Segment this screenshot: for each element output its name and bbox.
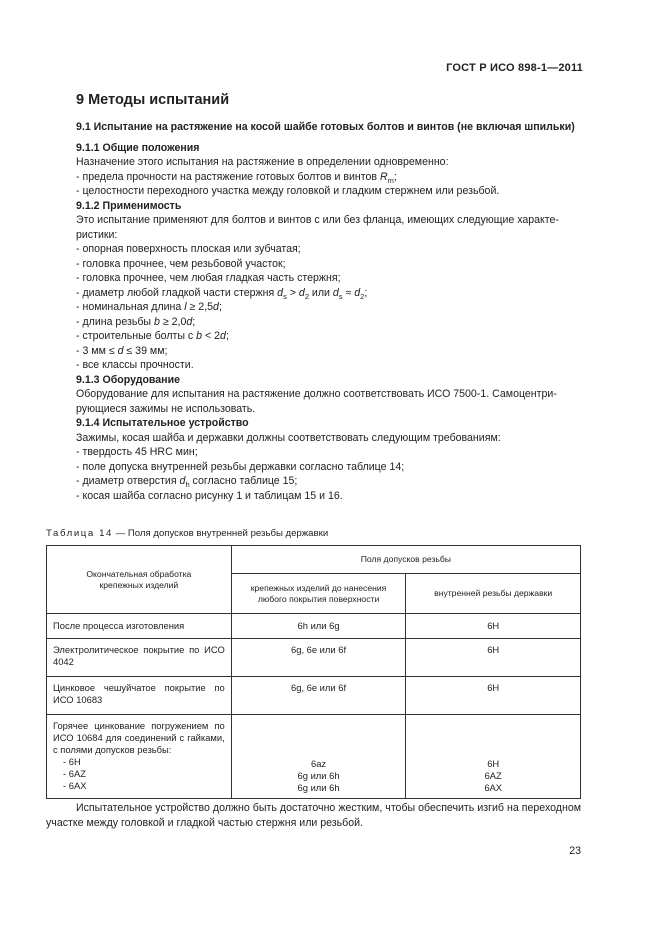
list-item: - диаметр любой гладкой части стержня $d_s > d_2$ или $d_s \approx d_2$;	[76, 286, 368, 301]
list-item: - поле допуска внутренней резьбы державки согласно таблице 14;	[76, 460, 405, 473]
standard-header: ГОСТ Р ИСО 898-1—2011	[446, 62, 583, 74]
list-item: - предела прочности на растяжение готовых болтов и винтов $R_m$;	[76, 170, 397, 185]
clause-9-1-3-para-line2: рующиеся зажимы не использовать.	[76, 402, 256, 415]
table-header-group: Поля допусков резьбы	[231, 546, 580, 574]
section-title: 9 Методы испытаний	[76, 92, 230, 108]
table-cell: 6H	[406, 639, 581, 677]
clause-9-1-4-title: 9.1.4 Испытательное устройство	[76, 417, 249, 429]
page-number: 23	[569, 845, 581, 857]
table-cell: 6g, 6e или 6f	[231, 677, 406, 715]
list-item: - длина резьбы b ≥ 2,0d;	[76, 315, 196, 328]
table-header-holder: внутренней резьбы державки	[406, 574, 581, 614]
table-cell: После процесса изготовления	[47, 614, 232, 639]
table-row	[47, 639, 581, 677]
list-item: - головка прочнее, чем любая гладкая часть стержня;	[76, 272, 341, 284]
table-row	[47, 715, 581, 799]
list-item: - головка прочнее, чем резьбовой участок;	[76, 257, 286, 270]
table-cell: 6H	[406, 677, 581, 715]
table-row	[47, 614, 581, 639]
table-header-fastener: крепежных изделий до нанесения любого покрытия поверхности	[231, 574, 406, 614]
table-cell: Горячее цинкование погружением по ИСО 10684 для соединений с гайками, с полями допусков резьбы: - 6H - 6AZ - 6AX	[47, 715, 232, 799]
clause-9-1-1-title: 9.1.1 Общие положения	[76, 141, 200, 154]
clause-9-1-1-para: Назначение этого испытания на растяжение в определении одновременно:	[76, 156, 449, 168]
subsection-9-1-title: 9.1 Испытание на растяжение на косой шайбе готовых болтов и винтов (не включая шпильки)	[76, 121, 575, 133]
table-cell: Цинковое чешуйчатое покрытие по ИСО 10683	[47, 677, 232, 715]
table-caption: Таблица 14 — Поля допусков внутренней резьбы державки	[46, 528, 329, 539]
clause-9-1-4-para: Зажимы, косая шайба и державки должны соответствовать следующим требованиям:	[76, 431, 501, 444]
list-item: - строительные болты с b < 2d;	[76, 330, 229, 342]
list-item: - целостности переходного участка между головкой и гладким стержнем или резьбой.	[76, 185, 500, 197]
list-item: - опорная поверхность плоская или зубчатая;	[76, 243, 301, 255]
body-content	[76, 120, 581, 503]
clause-9-1-2-title: 9.1.2 Применимость	[76, 199, 182, 212]
table-cell: Электролитическое покрытие по ИСО 4042	[47, 639, 232, 677]
table-cell: 6az 6g или 6h 6g или 6h	[231, 715, 406, 799]
list-item: - все классы прочности.	[76, 359, 194, 371]
clause-9-1-2-para-line1: Это испытание применяют для болтов и винтов с или без фланца, имеющих следующие характе-	[76, 214, 559, 226]
list-item: - диаметр отверстия $d_h$ согласно таблице 15;	[76, 475, 298, 490]
table-cell: 6g, 6e или 6f	[231, 639, 406, 677]
table-cell: 6H 6AZ 6AX	[406, 715, 581, 799]
list-item: - 3 мм ≤ d ≤ 39 мм;	[76, 344, 168, 357]
table-header-finish: Окончательная обработка крепежных изделий	[47, 546, 232, 614]
list-item: - твердость 45 HRC мин;	[76, 446, 198, 458]
table-row	[47, 677, 581, 715]
closing-paragraph: Испытательное устройство должно быть достаточно жестким, чтобы обеспечить изгиб на переходном участке между головкой и гладкой частью стержня или резьбой.	[46, 802, 581, 829]
table-cell: 6h или 6g	[231, 614, 406, 639]
clause-9-1-3-para-line1: Оборудование для испытания на растяжение должно соответствовать ИСО 7500-1. Самоцентри-	[76, 388, 557, 400]
tolerance-table	[46, 545, 581, 799]
list-item: - косая шайба согласно рисунку 1 и таблицам 15 и 16.	[76, 489, 343, 502]
table-cell: 6H	[406, 614, 581, 639]
clause-9-1-2-para-line2: ристики:	[76, 228, 118, 241]
clause-9-1-3-title: 9.1.3 Оборудование	[76, 373, 180, 386]
list-item: - номинальная длина l ≥ 2,5d;	[76, 301, 222, 313]
